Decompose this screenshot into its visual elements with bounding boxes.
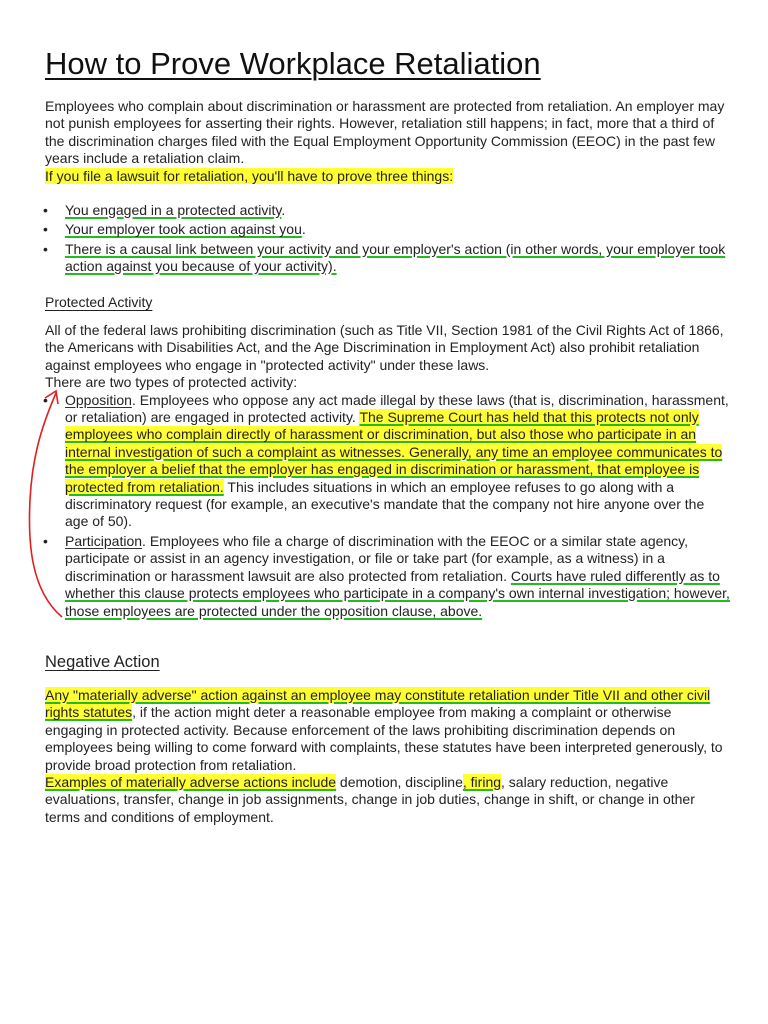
opposition-label: Opposition [65,391,132,408]
bullet-icon: • [43,240,48,257]
negative-paragraph-2: Examples of materially adverse actions include demotion, discipline, firing, salary reduction, negative evaluations, transfer, change in job assignments, change in job duties, change in shift, or change in other terms and conditions of employment. [45,774,695,825]
list-item: • Your employer took action against you. [43,221,306,238]
types-intro: There are two types of protected activity: [45,374,298,391]
negative-action-heading-wrap [45,654,730,671]
negative-paragraph-1: Any "materially adverse" action against an employee may constitute retaliation under Title VII and other civil rights statutes, if the action might deter a reasonable employee from making a complaint or otherwise engaging in protected activity. Because enforcement of the laws prohibiting discrimination depends on employees being willing to come forward with complaints, these statutes have been interpreted generously, to provide broad protection from retaliation. [45,687,723,773]
three-things-list [45,202,730,276]
participation-underlined: Courts have ruled differently as to whether this clause protects employees who participate in a company's own internal investigation; however, those employees are protected under the opposition clause, above. [65,567,730,619]
protected-activity-section [45,322,730,620]
negative-action-section [45,687,730,826]
intro-paragraph: Employees who complain about discrimination or harassment are protected from retaliation. An employer may not punish employees for asserting their rights. However, retaliation still happens; in fact, more that a third of the discrimination charges filed with the Equal Employment Opportunity Commission (EEOC) in the past few years include a retaliation claim. [45,98,725,167]
section-heading: Negative Action [45,653,160,671]
bullet-icon: • [43,221,48,238]
intro-highlight: If you file a lawsuit for retaliation, you'll have to prove three things: [45,167,454,184]
list-item: • You engaged in a protected activity. [43,202,286,218]
bullet-icon: • [43,202,48,218]
bullet-icon: • [43,532,48,549]
bullet-icon: • [43,391,48,408]
protected-paragraph: All of the federal laws prohibiting discrimination (such as Title VII, Section 1981 of the Civil Rights Act of 1866, the Americans with Disabilities Act, and the Age Discrimination in Employment Act) also prohibit retaliation against employees who engage in "protected activity" under these laws. [45,322,724,373]
protected-activity-heading-wrap [45,294,730,311]
page-title: How to Prove Workplace Retaliation [45,46,541,81]
opposition-highlight: The Supreme Court has held that this protects not only employees who complain directly of harassment or discrimination, but also those who participate in an internal investigation of such a complaint as witnesses. Generally, any time an employee communicates to the employer a belief that the employer has engaged in discrimination or harassment, that employee is protected from retaliation. [65,409,723,495]
list-item-opposition: • Opposition. Employees who oppose any act made illegal by these laws (that is, discrimination, harassment, or retaliation) are engaged in protected activity. The Supreme Court has held that this protects not only employees who complain directly of harassment or discrimination, but also those who participate in an internal investigation of such a complaint as witnesses. Generally, any time an employee communicates to the employer a belief that the employer has engaged in discrimination or harassment, that employee is protected from retaliation. This includes situations in which an employee refuses to go along with a discriminatory request (for example, an executive's mandate that the company not hire anyone over the age of 50). [43,391,729,530]
types-list [45,392,730,620]
participation-label: Participation [65,532,143,549]
section-heading: Protected Activity [45,294,153,310]
list-item: • There is a causal link between your activity and your employer's action (in other words, your employer took action against you because of your activity). [43,240,726,275]
list-item-participation: • Participation. Employees who file a charge of discrimination with the EEOC or a similar state agency, participate or assist in an agency investigation, or file or take part (for example, as a witness) in a discrimination or harassment lawsuit are also protected from retaliation. Courts have ruled differently as to whether this clause protects employees who participate in a company's own internal investigation; however, those employees are protected under the opposition clause, above. [43,532,730,619]
intro-section [45,98,730,185]
